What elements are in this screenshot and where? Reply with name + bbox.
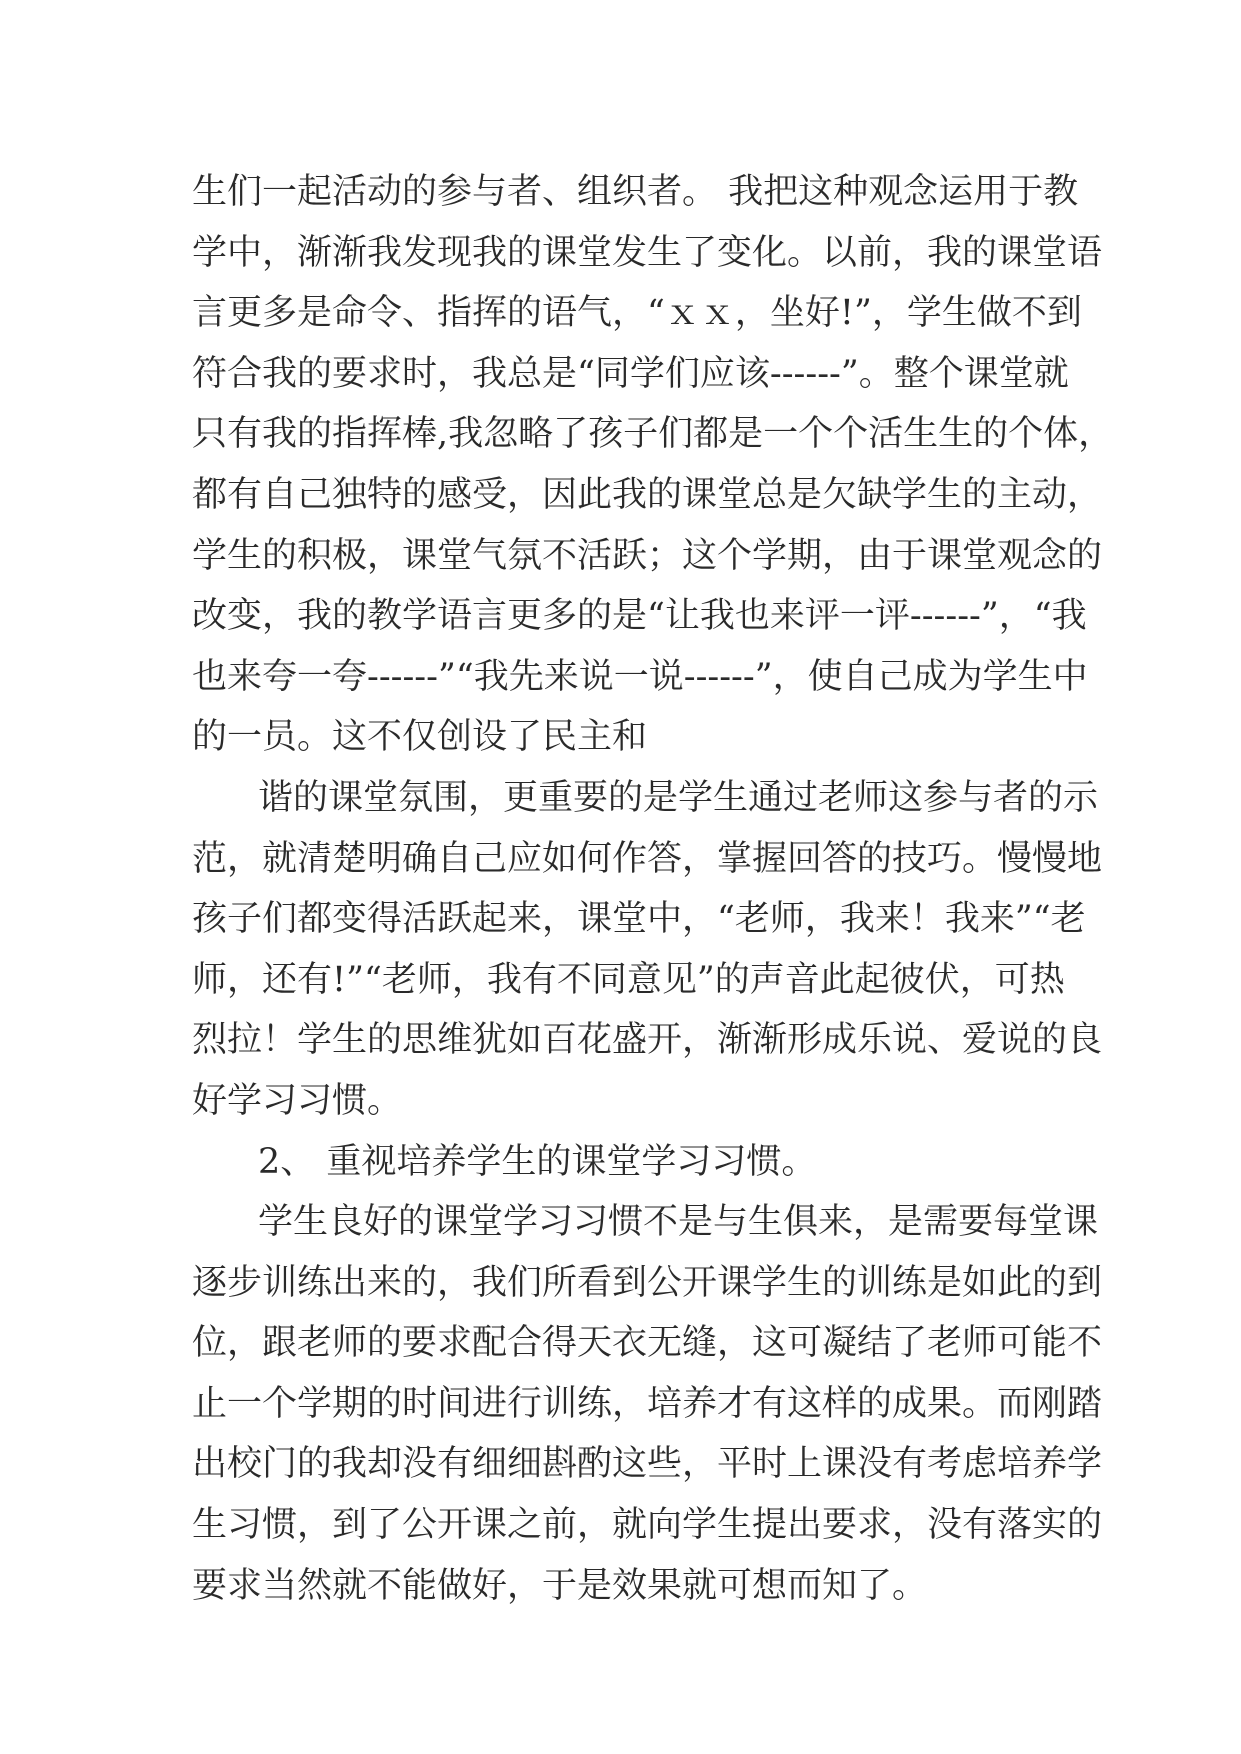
- text-line: 言更多是命令、指挥的语气，“ｘｘ，坐好!”，学生做不到: [192, 293, 1082, 334]
- text-line: 范，就清楚明确自己应如何作答，掌握回答的技巧。慢慢地: [192, 838, 1103, 879]
- text-line: 的一员。这不仅创设了民主和: [192, 717, 648, 758]
- paragraph-first-line: 学生良好的课堂学习习惯不是与生俱来，是需要每堂课: [258, 1202, 1099, 1243]
- text-line: 位，跟老师的要求配合得天衣无缝，这可凝结了老师可能不: [192, 1323, 1103, 1364]
- text-line: 孩子们都变得活跃起来，课堂中，“老师，我来！我来”“老: [192, 899, 1086, 940]
- text-line: 好学习习惯。: [192, 1080, 403, 1121]
- text-line: 出校门的我却没有细细斟酌这些，平时上课没有考虑培养学: [192, 1444, 1103, 1485]
- text-line: 生习惯，到了公开课之前，就向学生提出要求，没有落实的: [192, 1505, 1103, 1546]
- text-line: 烈拉！学生的思维犹如百花盛开，渐渐形成乐说、爱说的良: [192, 1020, 1103, 1061]
- body-text: [192, 162, 1114, 1616]
- text-line: 师，还有!”“老师，我有不同意见”的声音此起彼伏，可热: [192, 959, 1065, 1000]
- section-heading: 2、 重视培养学生的课堂学习习惯。: [258, 1141, 817, 1182]
- text-line: 学生的积极，课堂气氛不活跃；这个学期，由于课堂观念的: [192, 535, 1103, 576]
- text-line: 也来夸一夸------”“我先来说一说------”，使自己成为学生中: [192, 656, 1088, 697]
- text-line: 符合我的要求时，我总是“同学们应该------”。整个课堂就: [192, 353, 1069, 394]
- text-line: 学中，渐渐我发现我的课堂发生了变化。以前，我的课堂语: [192, 232, 1103, 273]
- text-line: 要求当然就不能做好，于是效果就可想而知了。: [192, 1565, 928, 1606]
- text-line: 逐步训练出来的，我们所看到公开课学生的训练是如此的到: [192, 1262, 1103, 1303]
- text-line: 改变，我的教学语言更多的是“让我也来评一评------”，“我: [192, 596, 1087, 637]
- paragraph-first-line: 谐的课堂氛围，更重要的是学生通过老师这参与者的示: [258, 777, 1099, 818]
- text-line: 都有自己独特的感受，因此我的课堂总是欠缺学生的主动，: [192, 474, 1103, 515]
- text-line: 止一个学期的时间进行训练，培养才有这样的成果。而刚踏: [192, 1383, 1103, 1424]
- text-line: 只有我的指挥棒,我忽略了孩子们都是一个个活生生的个体，: [192, 414, 1114, 455]
- text-line: 生们一起活动的参与者、组织者。 我把这种观念运用于教: [192, 172, 1079, 212]
